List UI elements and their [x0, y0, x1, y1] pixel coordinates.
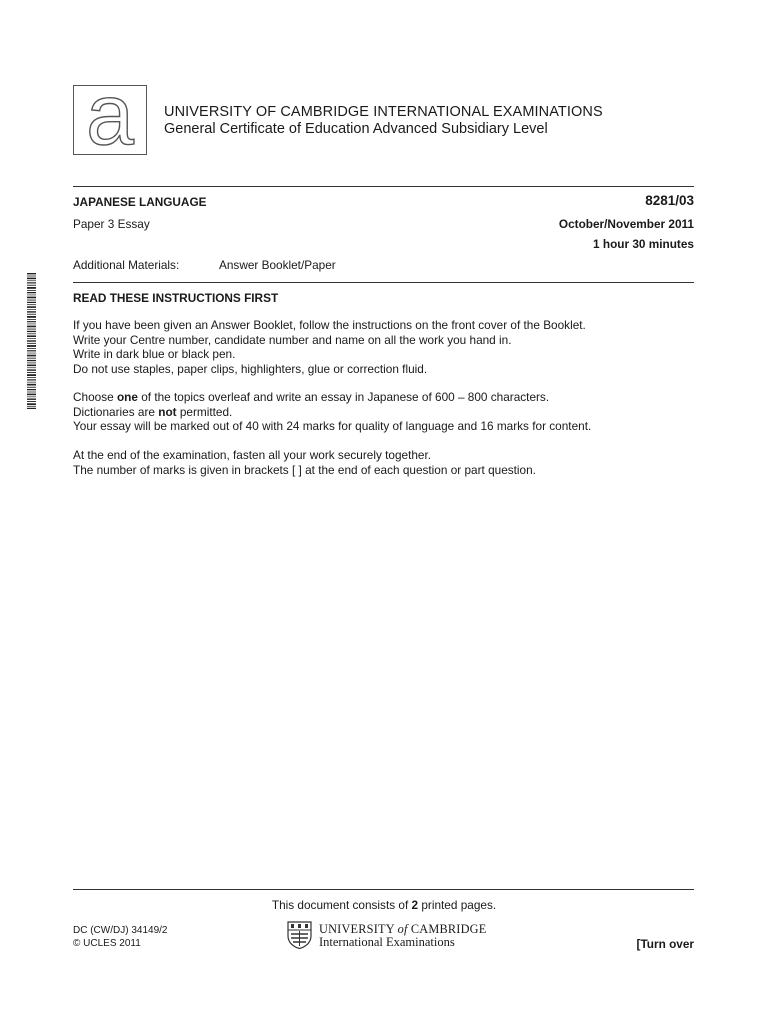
instructions-block-2	[73, 390, 591, 434]
subject-title: JAPANESE LANGUAGE	[73, 195, 207, 209]
cie-logo	[73, 67, 147, 163]
instruction-line: Write your Centre number, candidate number and name on all the work you hand in.	[73, 332, 512, 347]
cambridge-wordmark: UNIVERSITY of CAMBRIDGE	[319, 922, 487, 936]
candidate-barcode	[27, 273, 36, 409]
logo-letter: a	[86, 67, 134, 163]
instructions-heading: READ THESE INSTRUCTIONS FIRST	[73, 291, 279, 305]
exam-duration: 1 hour 30 minutes	[593, 237, 694, 251]
instructions-block-3	[73, 448, 536, 477]
instruction-line: Dictionaries are not permitted.	[73, 404, 233, 419]
certificate-name: General Certificate of Education Advanced Subsidiary Level	[164, 121, 548, 137]
instruction-line: Do not use staples, paper clips, highlighters, glue or correction fluid.	[73, 361, 428, 376]
turn-over-label: [Turn over	[636, 937, 694, 951]
cambridge-crest-icon	[287, 921, 312, 949]
copyright-notice: © UCLES 2011	[73, 938, 141, 949]
university-name: UNIVERSITY OF CAMBRIDGE INTERNATIONAL EXAMINATIONS	[164, 104, 603, 120]
page-count-note: This document consists of 2 printed pages.	[271, 898, 497, 912]
instruction-line: At the end of the examination, fasten all your work securely together.	[73, 448, 432, 462]
instruction-line: Your essay will be marked out of 40 with 24 marks for quality of language and 16 marks for content.	[73, 419, 592, 434]
paper-code: 8281/03	[645, 193, 694, 208]
instruction-line: Write in dark blue or black pen.	[73, 347, 236, 362]
cambridge-exams-wordmark: International Examinations	[319, 935, 455, 949]
instruction-line: If you have been given an Answer Booklet, follow the instructions on the front cover of the Booklet.	[73, 318, 586, 332]
paper-name: Paper 3 Essay	[73, 217, 150, 231]
footer-divider	[73, 889, 694, 890]
document-reference: DC (CW/DJ) 34149/2	[73, 925, 168, 936]
materials-label: Additional Materials:	[73, 258, 180, 272]
materials-value: Answer Booklet/Paper	[219, 258, 336, 272]
instructions-block-1	[73, 318, 586, 376]
instruction-line: Choose one of the topics overleaf and write an essay in Japanese of 600 – 800 characters.	[73, 390, 550, 404]
exam-session: October/November 2011	[558, 217, 694, 231]
instruction-line: The number of marks is given in brackets [ ] at the end of each question or part question.	[73, 462, 536, 477]
header-divider	[73, 186, 694, 187]
instructions-divider	[73, 282, 694, 283]
